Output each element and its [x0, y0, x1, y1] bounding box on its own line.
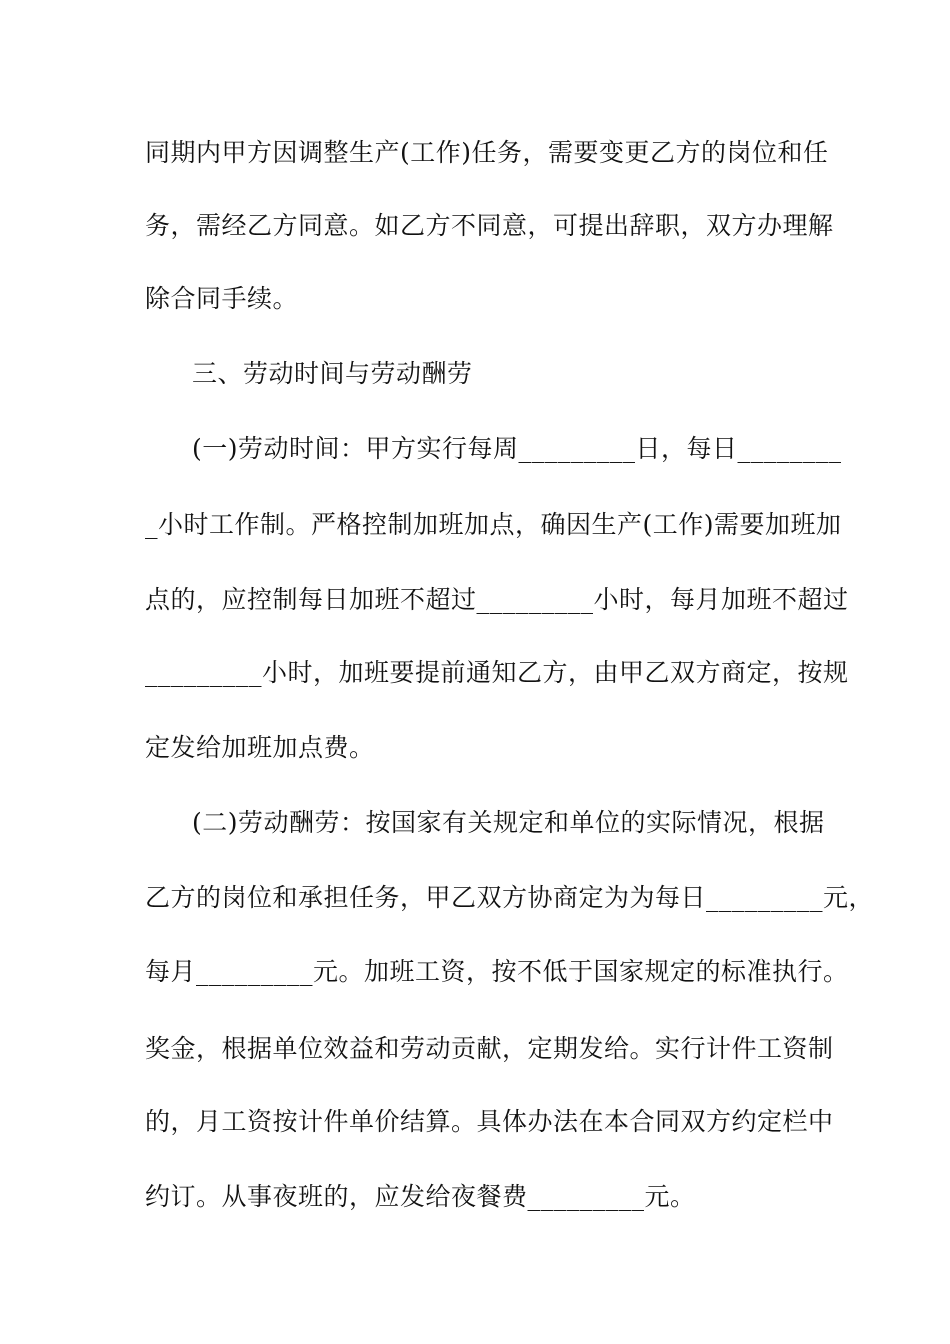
paragraph-line-1: 同期内甲方因调整生产(工作)任务，需要变更乙方的岗位和任	[145, 138, 829, 167]
paragraph-line-12: 奖金，根据单位效益和劳动贡献，定期发给。实行计件工资制	[145, 1034, 834, 1063]
paragraph-line-10: 乙方的岗位和承担任务，甲乙双方协商定为为每日_________元，	[145, 883, 875, 912]
paragraph-line-3: 除合同手续。	[145, 284, 299, 313]
paragraph-line-11: 每月_________元。加班工资，按不低于国家规定的标准执行。	[145, 957, 849, 986]
paragraph-line-13: 的，月工资按计件单价结算。具体办法在本合同双方约定栏中	[145, 1107, 834, 1136]
paragraph-line-9: (二)劳动酬劳：按国家有关规定和单位的实际情况，根据	[192, 808, 825, 837]
paragraph-line-8: 定发给加班加点费。	[145, 733, 375, 762]
section-heading: 三、劳动时间与劳动酬劳	[192, 359, 473, 388]
paragraph-line-4: (一)劳动时间：甲方实行每周_________日，每日________	[192, 434, 842, 463]
paragraph-line-14: 约订。从事夜班的，应发给夜餐费_________元。	[145, 1182, 696, 1211]
paragraph-line-7: _________小时，加班要提前通知乙方，由甲乙双方商定，按规	[145, 658, 849, 687]
paragraph-line-6: 点的，应控制每日加班不超过_________小时，每月加班不超过	[145, 585, 849, 614]
paragraph-line-2: 务，需经乙方同意。如乙方不同意，可提出辞职，双方办理解	[145, 211, 834, 240]
paragraph-line-5: _小时工作制。严格控制加班加点，确因生产(工作)需要加班加	[145, 510, 842, 539]
